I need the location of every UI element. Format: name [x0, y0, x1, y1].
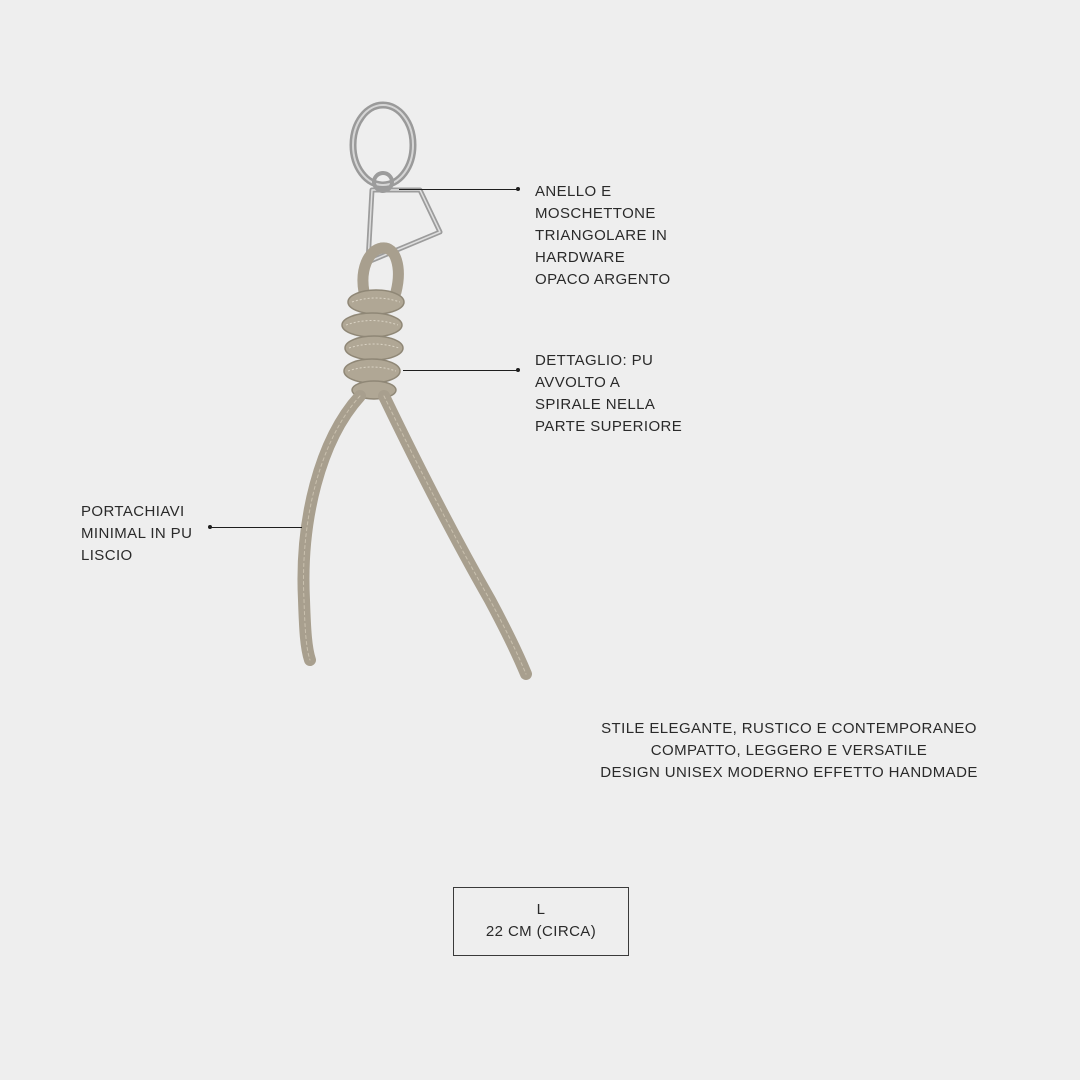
- size-label: L: [536, 901, 546, 918]
- size-box: [453, 887, 629, 956]
- hardware-leader-dot: [516, 187, 520, 191]
- feature-line: STILE ELEGANTE, RUSTICO E CONTEMPORANEO: [601, 720, 977, 737]
- hardware-leader-line: [399, 189, 518, 190]
- detail-leader-line: [403, 370, 518, 371]
- spiral-knot: [342, 290, 404, 399]
- features-list: [589, 718, 989, 784]
- cord-tails: [303, 396, 526, 674]
- feature-line: COMPATTO, LEGGERO E VERSATILE: [650, 742, 928, 759]
- size-value: 22 CM (CIRCA): [485, 923, 597, 940]
- material-callout: PORTACHIAVI MINIMAL IN PU LISCIO: [81, 503, 193, 564]
- detail-callout: DETTAGLIO: PU AVVOLTO A SPIRALE NELLA PARTE SUPERIORE: [535, 352, 683, 435]
- detail-leader-dot: [516, 368, 520, 372]
- feature-line: DESIGN UNISEX MODERNO EFFETTO HANDMADE: [600, 764, 978, 781]
- hardware-callout: ANELLO E MOSCHETTONE TRIANGOLARE IN HARDWARE OPACO ARGENTO: [535, 183, 671, 288]
- material-leader-line: [210, 527, 302, 528]
